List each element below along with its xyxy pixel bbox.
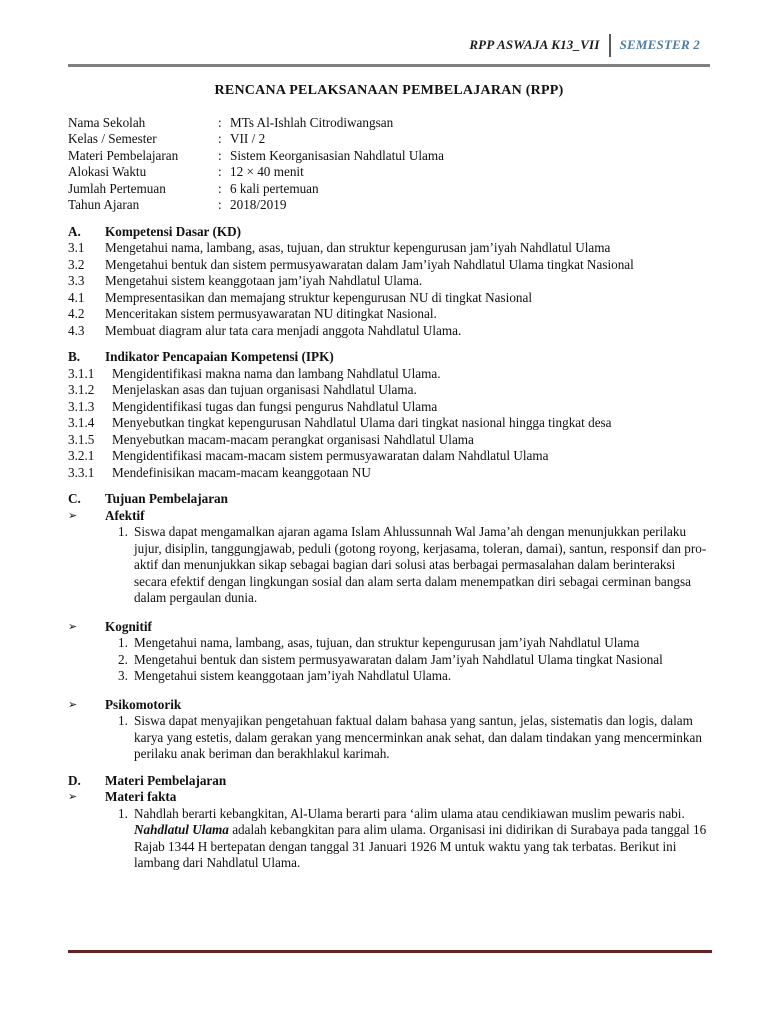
list-item <box>118 652 710 669</box>
item-number: 4.1 <box>68 289 85 305</box>
list-item <box>68 306 710 323</box>
item-text-after: adalah kebangkitan para alim ulama. Organisasi ini didirikan di Surabaya pada tanggal 16 Rajab 1344 H bertepatan dengan tanggal 31 Januari 1926 M untuk waktu yang tak terbatas. Berikut ini lambang dari Nahdlatul Ulama. <box>134 822 707 870</box>
item-text: Menyebutkan tingkat kepengurusan Nahdlatul Ulama dari tingkat nasional hingga tingkat desa <box>112 415 612 430</box>
section-heading <box>68 224 710 241</box>
section-indikator-ipk <box>68 349 710 481</box>
section-heading <box>68 773 710 790</box>
list-item <box>68 399 710 416</box>
document-info-block <box>68 115 710 214</box>
item-number: 3.1 <box>68 240 85 255</box>
info-label: Materi Pembelajaran <box>68 147 179 163</box>
list-item <box>68 273 710 290</box>
item-text: Mengetahui bentuk dan sistem permusyawaratan dalam Jam’iyah Nahdlatul Ulama tingkat Nasional <box>105 256 634 272</box>
item-number: 3.1.3 <box>68 398 95 414</box>
list-item <box>68 432 710 449</box>
section-letter: A. <box>68 223 81 239</box>
page-title: RENCANA PELAKSANAAN PEMBELAJARAN (RPP) <box>214 83 564 98</box>
info-colon: : <box>218 180 222 196</box>
footer-rule <box>68 950 712 953</box>
item-text: Mengetahui nama, lambang, asas, tujuan, dan struktur kepengurusan jam’iyah Nahdlatul Ulama <box>134 635 640 650</box>
item-text: Menyebutkan macam-macam perangkat organisasi Nahdlatul Ulama <box>112 431 474 447</box>
subsection-heading-text: Kognitif <box>105 618 152 634</box>
item-number: 3.1.1 <box>68 365 95 381</box>
section-heading-text: Materi Pembelajaran <box>105 772 227 788</box>
list-item <box>118 806 710 872</box>
section-materi-pembelajaran <box>68 773 710 872</box>
info-value: MTs Al-Ishlah Citrodiwangsan <box>230 114 394 130</box>
item-text: Menceritakan sistem permusyawaratan NU ditingkat Nasional. <box>105 306 437 321</box>
item-number: 2. <box>118 651 128 667</box>
item-text: Mengetahui sistem keanggotaan jam’iyah Nahdlatul Ulama. <box>134 668 452 683</box>
info-row-materi <box>68 148 710 165</box>
info-row-tahun-ajaran <box>68 197 710 214</box>
subsection-materi-fakta <box>68 789 710 872</box>
item-text: Mendefinisikan macam-macam keanggotaan NU <box>112 464 371 480</box>
subsection-heading-text: Materi fakta <box>105 789 177 804</box>
info-label: Tahun Ajaran <box>68 197 140 212</box>
item-number: 4.3 <box>68 322 85 338</box>
item-number: 1. <box>118 805 128 821</box>
page-header <box>68 34 710 57</box>
item-text <box>134 806 710 872</box>
section-letter: D. <box>68 772 81 788</box>
item-number: 3.3.1 <box>68 464 95 480</box>
info-row-alokasi-waktu <box>68 164 710 181</box>
item-number: 3.2 <box>68 256 85 272</box>
list-item <box>118 668 710 685</box>
item-text: Siswa dapat mengamalkan ajaran agama Islam Ahlussunnah Wal Jama’ah dengan menunjukkan perilaku jujur, disiplin, tanggungjawab, peduli (gotong royong, kerjasama, toleran, damai), santun, responsif dan pro-aktif dan menunjukkan sikap sebagai bagian dari solusi atas berbagai permasalahan dalam berinteraksi secara efektif dengan lingkungan sosial dan alam serta dalam menempatkan diri sebagai cerminan bangsa dalam pergaulan dunia. <box>134 524 707 605</box>
arrow-bullet-icon: ➢ <box>68 790 78 803</box>
item-number: 3.1.4 <box>68 415 95 430</box>
info-label: Jumlah Pertemuan <box>68 180 166 196</box>
info-colon: : <box>218 164 222 179</box>
subsection-heading <box>68 619 710 636</box>
item-text-before: Nahdlah berarti kebangkitan, Al-Ulama berarti para ‘alim ulama atau cendikiawan muslim pewaris nabi. <box>134 805 685 821</box>
list-item <box>68 323 710 340</box>
arrow-bullet-icon: ➢ <box>68 508 78 522</box>
subsection-heading-text: Psikomotorik <box>105 696 182 712</box>
list-item <box>118 635 710 652</box>
item-text: Membuat diagram alur tata cara menjadi anggota Nahdlatul Ulama. <box>105 322 462 338</box>
list-item <box>68 448 710 465</box>
item-text: Mengidentifikasi makna nama dan lambang Nahdlatul Ulama. <box>112 365 441 381</box>
subsection-heading <box>68 697 710 714</box>
info-value: Sistem Keorganisasian Nahdlatul Ulama <box>230 147 445 163</box>
info-row-kelas-semester <box>68 131 710 148</box>
item-text: Mengetahui nama, lambang, asas, tujuan, dan struktur kepengurusan jam’iyah Nahdlatul Ulama <box>105 240 611 255</box>
section-letter: C. <box>68 491 81 506</box>
info-value: 6 kali pertemuan <box>230 180 319 196</box>
info-colon: : <box>218 197 222 212</box>
item-text: Mengetahui sistem keanggotaan jam’iyah Nahdlatul Ulama. <box>105 273 423 288</box>
info-value: VII / 2 <box>230 131 266 146</box>
item-text: Mengidentifikasi macam-macam sistem permusyawaratan dalam Nahdlatul Ulama <box>112 448 549 463</box>
item-text: Mengidentifikasi tugas dan fungsi pengurus Nahdlatul Ulama <box>112 398 438 414</box>
section-heading <box>68 349 710 366</box>
arrow-bullet-icon: ➢ <box>68 697 78 711</box>
list-item <box>118 524 710 607</box>
list-item <box>118 713 710 763</box>
list-item <box>68 290 710 307</box>
item-number: 3.2.1 <box>68 448 95 463</box>
item-number: 3. <box>118 668 128 683</box>
item-number: 1. <box>118 713 128 728</box>
item-text: Mempresentasikan dan memajang struktur kepengurusan NU di tingkat Nasional <box>105 289 533 305</box>
item-text: Siswa dapat menyajikan pengetahuan faktual dalam bahasa yang santun, jelas, sistematis dan logis, dalam karya yang estetis, dalam gerakan yang mencerminkan anak sehat, dan dalam tindakan yang mencerminkan perilaku anak beriman dan berakhlakul karimah. <box>134 713 702 761</box>
subsection-heading-text: Afektif <box>105 507 145 523</box>
section-heading-text: Indikator Pencapaian Kompetensi (IPK) <box>105 349 334 364</box>
list-item <box>68 240 710 257</box>
list-item <box>68 366 710 383</box>
info-value: 12 × 40 menit <box>230 164 304 179</box>
subsection-psikomotorik <box>68 697 710 763</box>
section-heading-text: Kompetensi Dasar (KD) <box>105 223 242 239</box>
subsection-afektif <box>68 508 710 607</box>
item-text: Menjelaskan asas dan tujuan organisasi Nahdlatul Ulama. <box>112 382 417 397</box>
info-colon: : <box>218 131 222 146</box>
list-item <box>68 465 710 482</box>
item-number: 3.1.5 <box>68 431 95 447</box>
item-number: 4.2 <box>68 306 85 321</box>
info-colon: : <box>218 114 222 130</box>
item-number: 3.1.2 <box>68 382 95 397</box>
item-text: Mengetahui bentuk dan sistem permusyawaratan dalam Jam’iyah Nahdlatul Ulama tingkat Nasional <box>134 651 663 667</box>
section-letter: B. <box>68 349 81 364</box>
item-number: 1. <box>118 524 128 539</box>
subsection-kognitif <box>68 619 710 685</box>
info-colon: : <box>218 147 222 163</box>
section-tujuan-pembelajaran <box>68 491 710 763</box>
arrow-bullet-icon: ➢ <box>68 619 78 633</box>
info-label: Alokasi Waktu <box>68 164 147 179</box>
list-item <box>68 415 710 432</box>
subsection-heading <box>68 508 710 525</box>
doc-code-label: RPP ASWAJA K13_VII <box>469 37 600 53</box>
info-value: 2018/2019 <box>230 197 287 212</box>
info-label: Kelas / Semester <box>68 131 157 146</box>
info-row-nama-sekolah <box>68 115 710 132</box>
section-kompetensi-dasar <box>68 224 710 340</box>
section-heading-text: Tujuan Pembelajaran <box>105 491 228 506</box>
item-text-emphasis: Nahdlatul Ulama <box>134 822 229 837</box>
info-label: Nama Sekolah <box>68 114 146 130</box>
header-rule <box>68 64 710 67</box>
semester-label: SEMESTER 2 <box>619 37 700 53</box>
info-row-jumlah-pertemuan <box>68 181 710 198</box>
section-heading <box>68 491 710 508</box>
item-number: 3.3 <box>68 273 85 288</box>
header-divider <box>609 34 611 57</box>
list-item <box>68 382 710 399</box>
list-item <box>68 257 710 274</box>
item-number: 1. <box>118 635 128 650</box>
subsection-heading <box>68 789 710 806</box>
